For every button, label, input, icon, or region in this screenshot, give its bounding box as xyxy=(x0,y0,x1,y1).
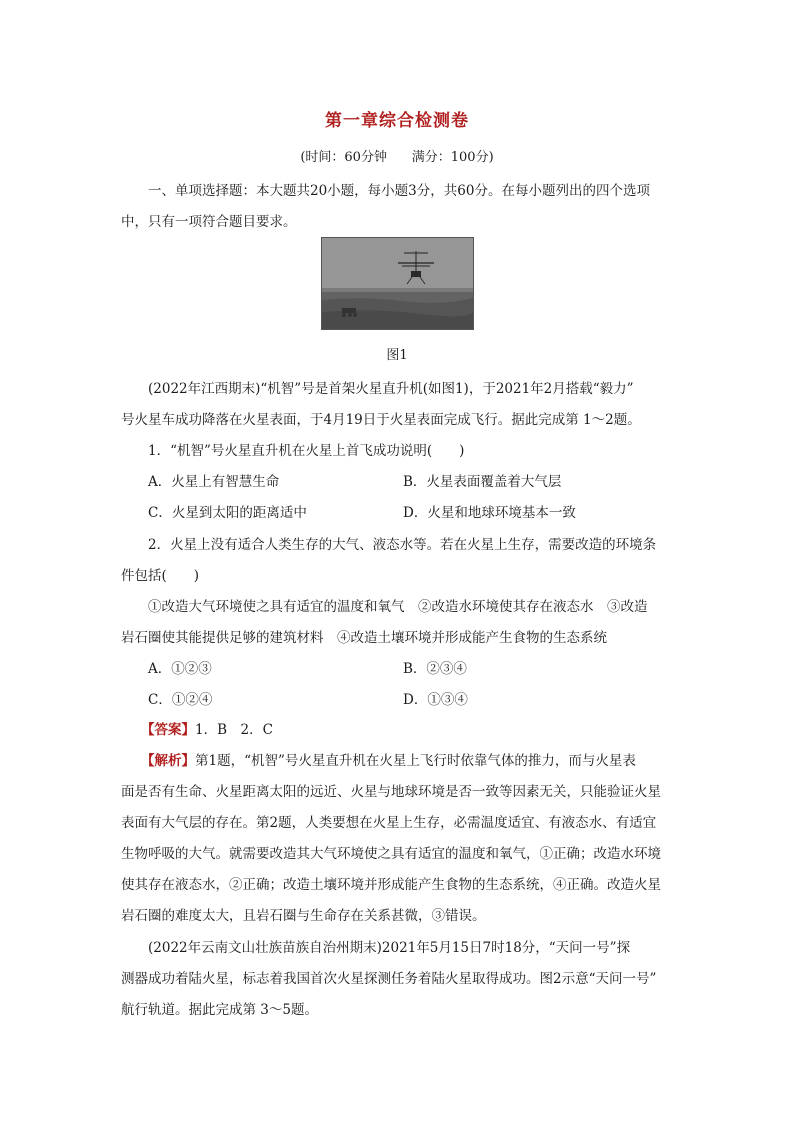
question-1-stem: 1．“机智”号火星直升机在火星上首飞成功说明( ) xyxy=(148,443,465,459)
analysis-line3: 表面有大气层的存在。第2题，人类要想在火星上生存，必需温度适宜、有液态水、有适宜 xyxy=(121,815,657,831)
question-2-stem-line2: 件包括( ) xyxy=(121,568,200,584)
page-title: 第一章综合检测卷 xyxy=(325,111,469,131)
question-2-items-line1: ①改造大气环境使之具有适宜的温度和氧气 ②改造水环境使其存在液态水 ③改造 xyxy=(148,599,648,615)
analysis-line5: 使其存在液态水，②正确；改造土壤环境并形成能产生食物的生态系统，④正确。改造火星 xyxy=(121,877,661,893)
analysis-tag: 【解析】 xyxy=(141,753,195,769)
question-2-option-b: B．②③④ xyxy=(403,661,467,677)
analysis-line2: 面是否有生命、火星距离太阳的远近、火星与地球环境是否一致等因素无关，只能验证火星 xyxy=(121,784,661,800)
intro-paragraph-1-line1: (2022年江西期末)“机智”号是首架火星直升机(如图1)，于2021年2月搭载“毅力” xyxy=(148,381,634,397)
figure-caption: 图1 xyxy=(386,348,408,363)
question-2-option-c: C．①②④ xyxy=(148,692,213,708)
question-1-option-d: D．火星和地球环境基本一致 xyxy=(403,505,576,521)
question-2-option-d: D．①③④ xyxy=(403,692,468,708)
question-2-items-line2: 岩石圈使其能提供足够的建筑材料 ④改造土壤环境并形成能产生食物的生态系统 xyxy=(121,630,607,646)
intro-paragraph-1-line2: 号火星车成功降落在火星表面，于4月19日于火星表面完成飞行。据此完成第 1～2题。 xyxy=(121,412,641,428)
answer-tag: 【答案】 xyxy=(141,722,195,738)
section-instructions-line2: 中，只有一项符合题目要求。 xyxy=(121,214,297,230)
intro-paragraph-2-line2: 测器成功着陆火星，标志着我国首次火星探测任务着陆火星取得成功。图2示意“天问一号” xyxy=(121,971,657,987)
mars-helicopter-photo xyxy=(321,237,474,330)
question-2-option-a: A．①②③ xyxy=(148,661,212,677)
section-instructions-line1: 一、单项选择题：本大题共20小题，每小题3分，共60分。在每小题列出的四个选项 xyxy=(148,183,650,199)
answer-line xyxy=(141,718,273,738)
question-2-stem-line1: 2．火星上没有适合人类生存的大气、液态水等。若在火星上生存，需要改造的环境条 xyxy=(148,537,657,553)
question-1-option-b: B．火星表面覆盖着大气层 xyxy=(403,474,562,490)
intro-paragraph-2-line1: (2022年云南文山壮族苗族自治州期末)2021年5月15日7时18分，“天问一号”探 xyxy=(148,940,631,956)
analysis-line6: 岩石圈的难度太大，且岩石圈与生命存在关系甚微，③错误。 xyxy=(121,908,486,924)
exam-time-and-score: (时间：60分钟 满分：100分) xyxy=(300,150,494,165)
analysis-text-1: 第1题，“机智”号火星直升机在火星上飞行时依靠气体的推力，而与火星表 xyxy=(195,753,636,769)
intro-paragraph-2-line3: 航行轨道。据此完成第 3～5题。 xyxy=(121,1002,318,1018)
analysis-line1 xyxy=(141,749,636,769)
analysis-line4: 生物呼吸的大气。就需要改造其大气环境使之具有适宜的温度和氧气，①正确；改造水环境 xyxy=(121,846,661,862)
answer-text: 1．B 2．C xyxy=(195,722,273,738)
helicopter-illustration xyxy=(322,238,473,329)
question-1-option-c: C．火星到太阳的距离适中 xyxy=(148,505,307,521)
question-1-option-a: A．火星上有智慧生命 xyxy=(148,474,280,490)
